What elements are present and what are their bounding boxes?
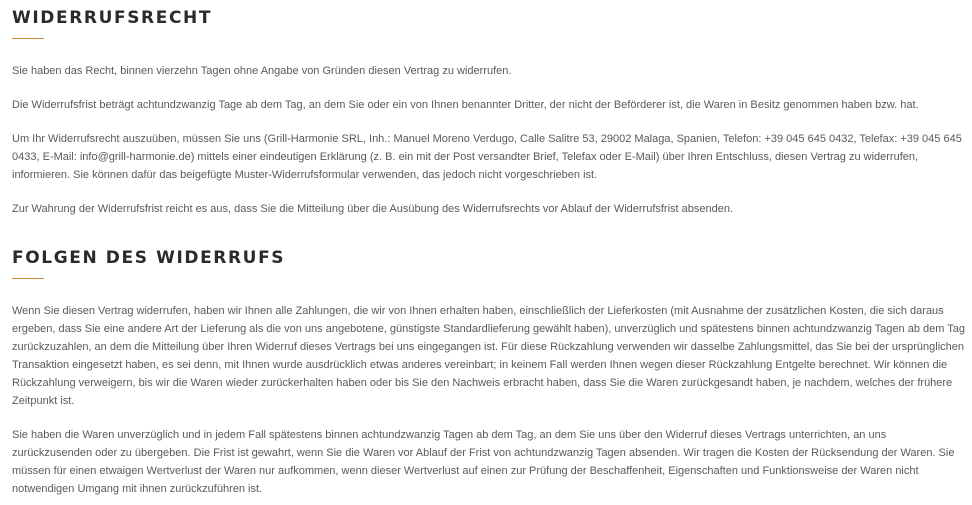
section-title-widerrufsrecht: WIDERRUFSRECHT <box>12 8 213 28</box>
title-underline-accent <box>12 38 44 39</box>
paragraph: Sie haben das Recht, binnen vierzehn Tagen ohne Angabe von Gründen diesen Vertrag zu widerrufen. <box>12 65 512 77</box>
section-title-folgen-des-widerrufs: FOLGEN DES WIDERRUFS <box>12 248 286 268</box>
paragraph: Die Widerrufsfrist beträgt achtundzwanzig Tage ab dem Tag, an dem Sie oder ein von Ihnen benannter Dritter, der nicht der Beförderer ist, die Waren in Besitz genommen haben bzw. hat. <box>12 99 919 111</box>
paragraph: Sie haben die Waren unverzüglich und in jedem Fall spätestens binnen achtundzwanzig Tagen ab dem Tag, an dem Sie uns über den Widerruf dieses Vertrags unterrichten, an uns zurückzusenden oder zu übergeben. Die Frist ist gewahrt, wenn Sie die Waren vor Ablauf der Frist von achtundzwanzig Tagen absenden. Wir tragen die Kosten der Rücksendung der Waren. Sie müssen für einen etwaigen Wertverlust der Waren nur aufkommen, wenn dieser Wertverlust auf einen zur Prüfung der Beschaffenheit, Eigenschaften und Funktionsweise der Waren nicht notwendigen Umgang mit ihnen zurückzuführen ist. <box>12 429 955 495</box>
paragraph: Um Ihr Widerrufsrecht auszuüben, müssen Sie uns (Grill-Harmonie SRL, Inh.: Manuel Moreno Verdugo, Calle Salitre 53, 29002 Malaga, Spanien, Telefon: +39 045 645 0432, Telefax: +39 045 645 0433, E-Mail: info@grill-harmonie.de) mittels einer eindeutigen Erklärung (z. B. ein mit der Post versandter Brief, Telefax oder E-Mail) über Ihren Entschluss, diesen Vertrag zu widerrufen, informieren. Sie können dafür das beigefügte Muster-Widerrufsformular verwenden, das jedoch nicht vorgeschrieben ist. <box>12 133 962 181</box>
paragraph: Wenn Sie diesen Vertrag widerrufen, haben wir Ihnen alle Zahlungen, die wir von Ihnen erhalten haben, einschließlich der Lieferkosten (mit Ausnahme der zusätzlichen Kosten, die sich daraus ergeben, dass Sie eine andere Art der Lieferung als die von uns angebotene, günstigste Standardlieferung gewählt haben), unverzüglich und spätestens binnen achtundzwanzig Tagen ab dem Tag zurückzuzahlen, an dem die Mitteilung über Ihren Widerruf dieses Vertrags bei uns eingegangen ist. Für diese Rückzahlung verwenden wir dasselbe Zahlungsmittel, das Sie bei der ursprünglichen Transaktion eingesetzt haben, es sei denn, mit Ihnen wurde ausdrücklich etwas anderes vereinbart; in keinem Fall werden Ihnen wegen dieser Rückzahlung Entgelte berechnet. Wir können die Rückzahlung verweigern, bis wir die Waren wieder zurückerhalten haben oder bis Sie den Nachweis erbracht haben, dass Sie die Waren zurückgesandt haben, je nachdem, welches der frühere Zeitpunkt ist. <box>12 305 965 407</box>
paragraph: Zur Wahrung der Widerrufsfrist reicht es aus, dass Sie die Mitteilung über die Ausübung des Widerrufsrechts vor Ablauf der Widerrufsfrist absenden. <box>12 203 734 215</box>
title-underline-accent <box>12 278 44 279</box>
